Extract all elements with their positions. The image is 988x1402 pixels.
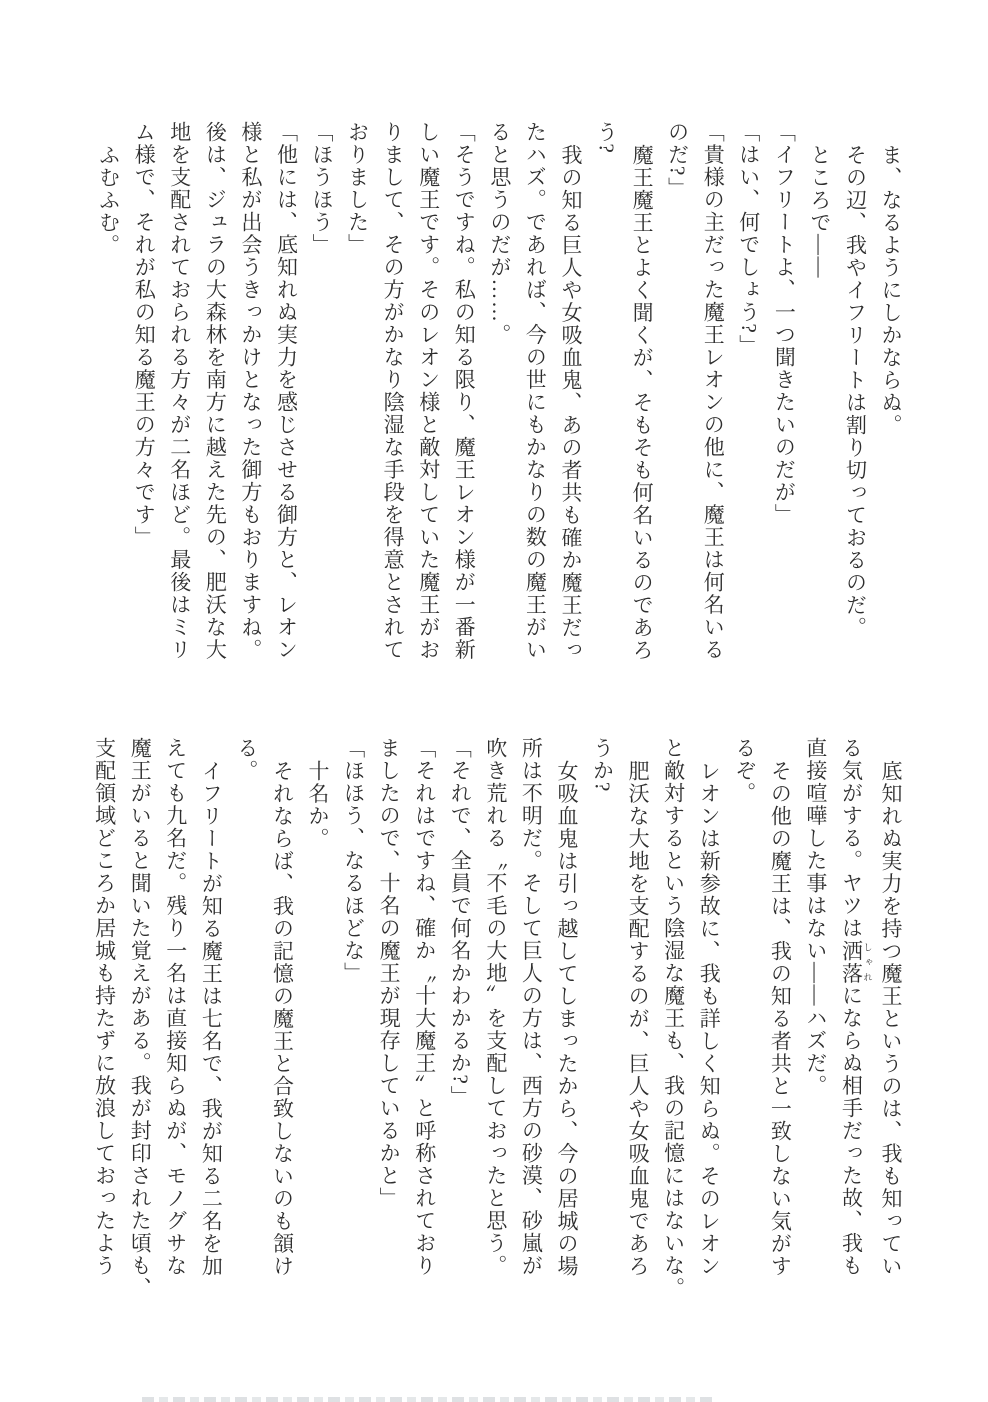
text-line: それならば、我の記憶の魔王と合致しないのも頷け xyxy=(270,760,295,1278)
text-line: おりました」 xyxy=(345,121,370,256)
text-line: 吹き荒れる〝不毛の大地〟を支配しておったと思う。 xyxy=(483,737,508,1277)
text-line: 「そうですね。私の知る限り、魔王レオン様が一番新 xyxy=(452,121,477,661)
text-line: ると思うのだが……。 xyxy=(487,121,512,346)
text-line: 「他には、底知れぬ実力を感じさせる御方と、レオン xyxy=(274,121,299,661)
text-line: うか? xyxy=(590,737,615,793)
text-line: 地を支配されておられる方々が二名ほど。最後はミリ xyxy=(167,121,192,661)
text-line: のだ?」 xyxy=(665,121,690,200)
text-line: る気がする。ヤツは洒落 しゃれにならぬ相手だった故、我も xyxy=(839,737,873,1277)
text-line: 底知れぬ実力を持つ魔王というのは、我も知ってい xyxy=(879,760,903,1278)
text-line: レオンは新参故に、我も詳しく知らぬ。そのレオン xyxy=(697,760,722,1278)
text-line: 「ほほう、なるほどな」 xyxy=(341,737,366,985)
text-line: 「イフリートよ、一つ聞きたいのだが」 xyxy=(772,121,797,526)
text-line: しい魔王です。そのレオン様と敵対していた魔王がお xyxy=(416,121,441,661)
text-line: 十名か。 xyxy=(306,760,330,850)
text-line: 魔王魔王とよく聞くが、そもそも何名いるのであろ xyxy=(630,144,655,662)
text-line: 様と私が出会うきっかけとなった御方もおりますね。 xyxy=(238,121,263,661)
text-line: ところで―― xyxy=(807,144,832,279)
text-line: るぞ。 xyxy=(732,737,757,805)
text-line: 肥沃な大地を支配するのが、巨人や女吸血鬼であろ xyxy=(626,760,651,1278)
text-line: 「貴様の主だった魔王レオンの他に、魔王は何名いる xyxy=(701,121,726,661)
text-block-bottom xyxy=(86,737,908,1300)
text-line: 所は不明だ。そして巨人の方は、西方の砂漠、砂嵐が xyxy=(519,737,544,1277)
text-line: 「それで、全員で何名かわかるか?」 xyxy=(448,737,473,1108)
text-line: ふむふむ。 xyxy=(96,144,121,257)
text-line: 我の知る巨人や女吸血鬼、あの者共も確か魔王だっ xyxy=(558,144,583,662)
text-line: 「それはですね、確か〝十大魔王〟と呼称されており xyxy=(412,737,437,1277)
text-line: る。 xyxy=(234,737,259,782)
text-line: 魔王がいると聞いた覚えがある。我が封印された頃も、 xyxy=(128,737,153,1300)
text-line: と敵対するという陰湿な魔王も、我の記憶にはないな。 xyxy=(661,737,686,1300)
text-line: りまして、その方がかなり陰湿な手段を得意とされて xyxy=(381,121,406,661)
text-line: たハズ。であれば、今の世にもかなりの数の魔王がい xyxy=(523,121,548,661)
text-line: 支配領域どころか居城も持たずに放浪しておったよう xyxy=(92,737,117,1277)
text-line: ム様で、それが私の知る魔王の方々です」 xyxy=(132,121,157,549)
text-line: 「ほうほう」 xyxy=(310,121,334,256)
text-line: その他の魔王は、我の知る者共と一致しない気がす xyxy=(768,760,793,1278)
text-line: えても九名だ。残り一名は直接知らぬが、モノグサな xyxy=(163,737,188,1277)
text-line: 直接喧嘩した事はない――ハズだ。 xyxy=(803,737,828,1097)
page-bottom-cutoff-text-line xyxy=(142,1397,714,1402)
text-block-top xyxy=(90,121,908,673)
text-line: う? xyxy=(594,121,619,155)
text-line: 「はい、何でしょう?」 xyxy=(736,121,761,357)
text-line: その辺、我やイフリートは割り切っておるのだ。 xyxy=(843,144,868,639)
text-line: ま、なるようにしかならぬ。 xyxy=(879,144,903,437)
text-line: 後は、ジュラの大森林を南方に越えた先の、肥沃な大 xyxy=(203,121,228,661)
text-line: イフリートが知る魔王は七名で、我が知る二名を加 xyxy=(199,760,224,1278)
text-line: ましたので、十名の魔王が現存しているかと」 xyxy=(377,737,402,1210)
text-line: 女吸血鬼は引っ越してしまったから、今の居城の場 xyxy=(554,760,579,1278)
